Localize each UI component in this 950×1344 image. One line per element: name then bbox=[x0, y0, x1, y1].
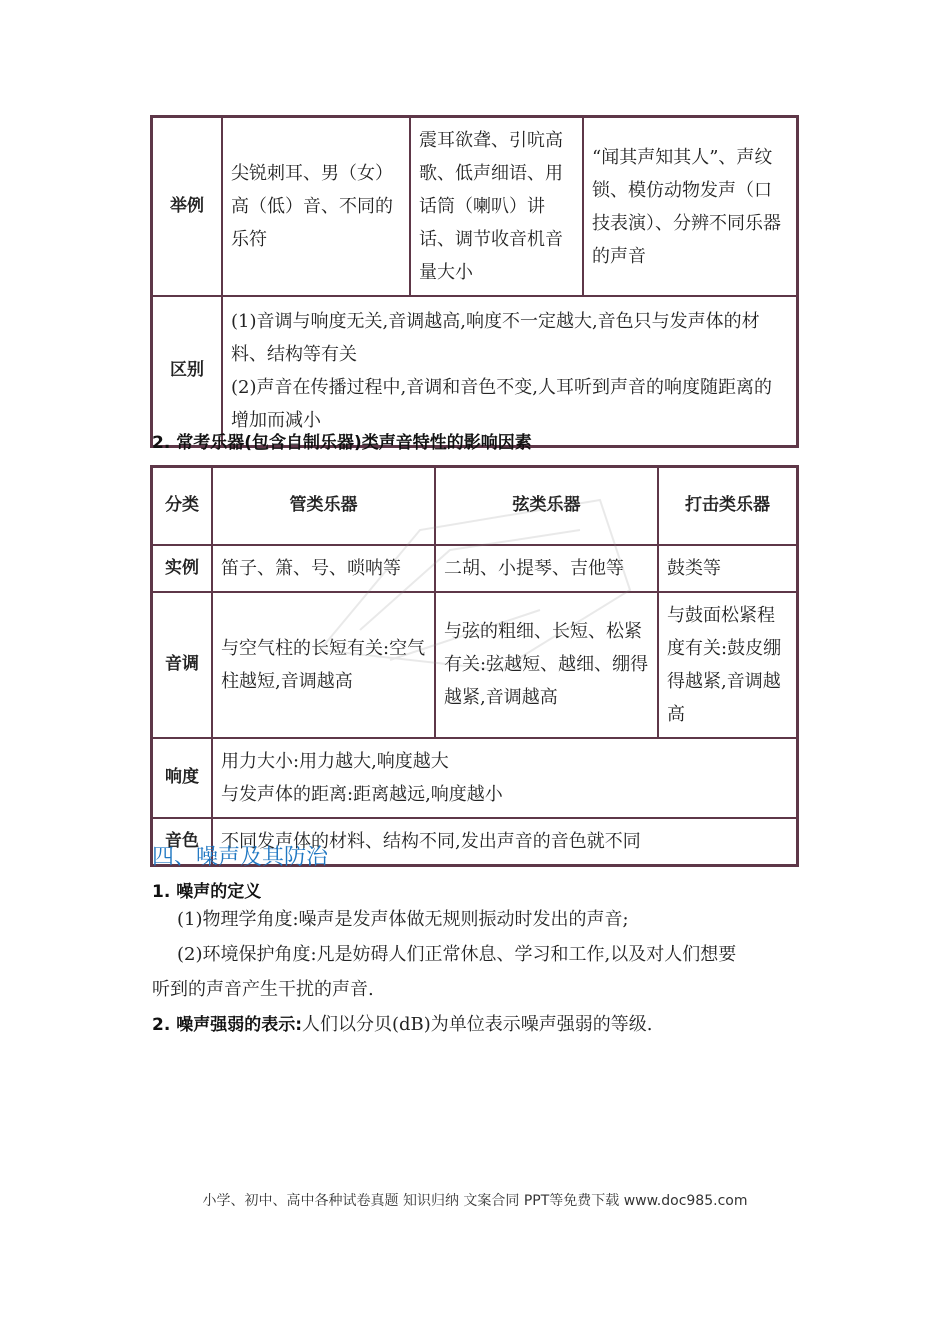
section-title-noise: 四、噪声及其防治 bbox=[152, 845, 329, 870]
instance-percussion: 鼓类等 bbox=[658, 545, 798, 592]
noise-level-line bbox=[152, 1008, 653, 1042]
loudness-line-2: 与发声体的距离:距离越远,响度越小 bbox=[221, 783, 503, 805]
noise-level-text: 人们以分贝(dB)为单位表示噪声强弱的等级. bbox=[302, 1014, 653, 1035]
noise-level-heading: 2. 噪声强弱的表示: bbox=[152, 1015, 303, 1035]
sound-characteristics-table-continued bbox=[150, 115, 799, 448]
instrument-factors-heading: 2. 常考乐器(包含自制乐器)类声音特性的影响因素 bbox=[152, 433, 532, 453]
row-label-difference: 区别 bbox=[152, 296, 223, 446]
header-string: 弦类乐器 bbox=[435, 467, 658, 545]
example-timbre-cell: “闻其声知其人”、声纹锁、模仿动物发声（口技表演）、分辨不同乐器的声音 bbox=[583, 117, 798, 297]
row-label-example: 举例 bbox=[152, 117, 223, 297]
instance-string: 二胡、小提琴、吉他等 bbox=[435, 545, 658, 592]
noise-definition-2a: (2)环境保护角度:凡是妨碍人们正常休息、学习和工作,以及对人们想要 bbox=[177, 944, 737, 965]
noise-definition-2b: 听到的声音产生干扰的声音. bbox=[152, 979, 374, 1000]
row-label-timbre: 音色 bbox=[152, 818, 213, 866]
header-wind: 管类乐器 bbox=[212, 467, 435, 545]
footer-text: 小学、初中、高中各种试卷真题 知识归纳 文案合同 PPT等免费下载 www.doc985.com bbox=[202, 1193, 748, 1209]
header-percussion: 打击类乐器 bbox=[658, 467, 798, 545]
instance-wind: 笛子、箫、号、唢呐等 bbox=[212, 545, 435, 592]
noise-definition-1: (1)物理学角度:噪声是发声体做无规则振动时发出的声音; bbox=[177, 909, 629, 930]
row-label-instance: 实例 bbox=[152, 545, 213, 592]
difference-line-2: (2)声音在传播过程中,音调和音色不变,人耳听到声音的响度随距离的增加而减小 bbox=[231, 376, 772, 431]
row-label-pitch: 音调 bbox=[152, 592, 213, 738]
loudness-line-1: 用力大小:用力越大,响度越大 bbox=[221, 750, 449, 772]
pitch-wind: 与空气柱的长短有关:空气柱越短,音调越高 bbox=[212, 592, 435, 738]
instrument-factors-table bbox=[150, 465, 799, 867]
timbre-cell: 不同发声体的材料、结构不同,发出声音的音色就不同 bbox=[212, 818, 798, 866]
noise-definition-heading: 1. 噪声的定义 bbox=[152, 882, 262, 902]
example-loudness-cell: 震耳欲聋、引吭高歌、低声细语、用话筒（喇叭）讲话、调节收音机音量大小 bbox=[410, 117, 583, 297]
pitch-string: 与弦的粗细、长短、松紧有关:弦越短、越细、绷得越紧,音调越高 bbox=[435, 592, 658, 738]
row-label-loudness: 响度 bbox=[152, 738, 213, 818]
difference-cell bbox=[222, 296, 798, 446]
header-class: 分类 bbox=[152, 467, 213, 545]
pitch-percussion: 与鼓面松紧程度有关:鼓皮绷得越紧,音调越高 bbox=[658, 592, 798, 738]
difference-line-1: (1)音调与响度无关,音调越高,响度不一定越大,音色只与发声体的材料、结构等有关 bbox=[231, 310, 760, 365]
example-pitch-cell: 尖锐刺耳、男（女）高（低）音、不同的乐符 bbox=[222, 117, 410, 297]
loudness-cell bbox=[212, 738, 798, 818]
